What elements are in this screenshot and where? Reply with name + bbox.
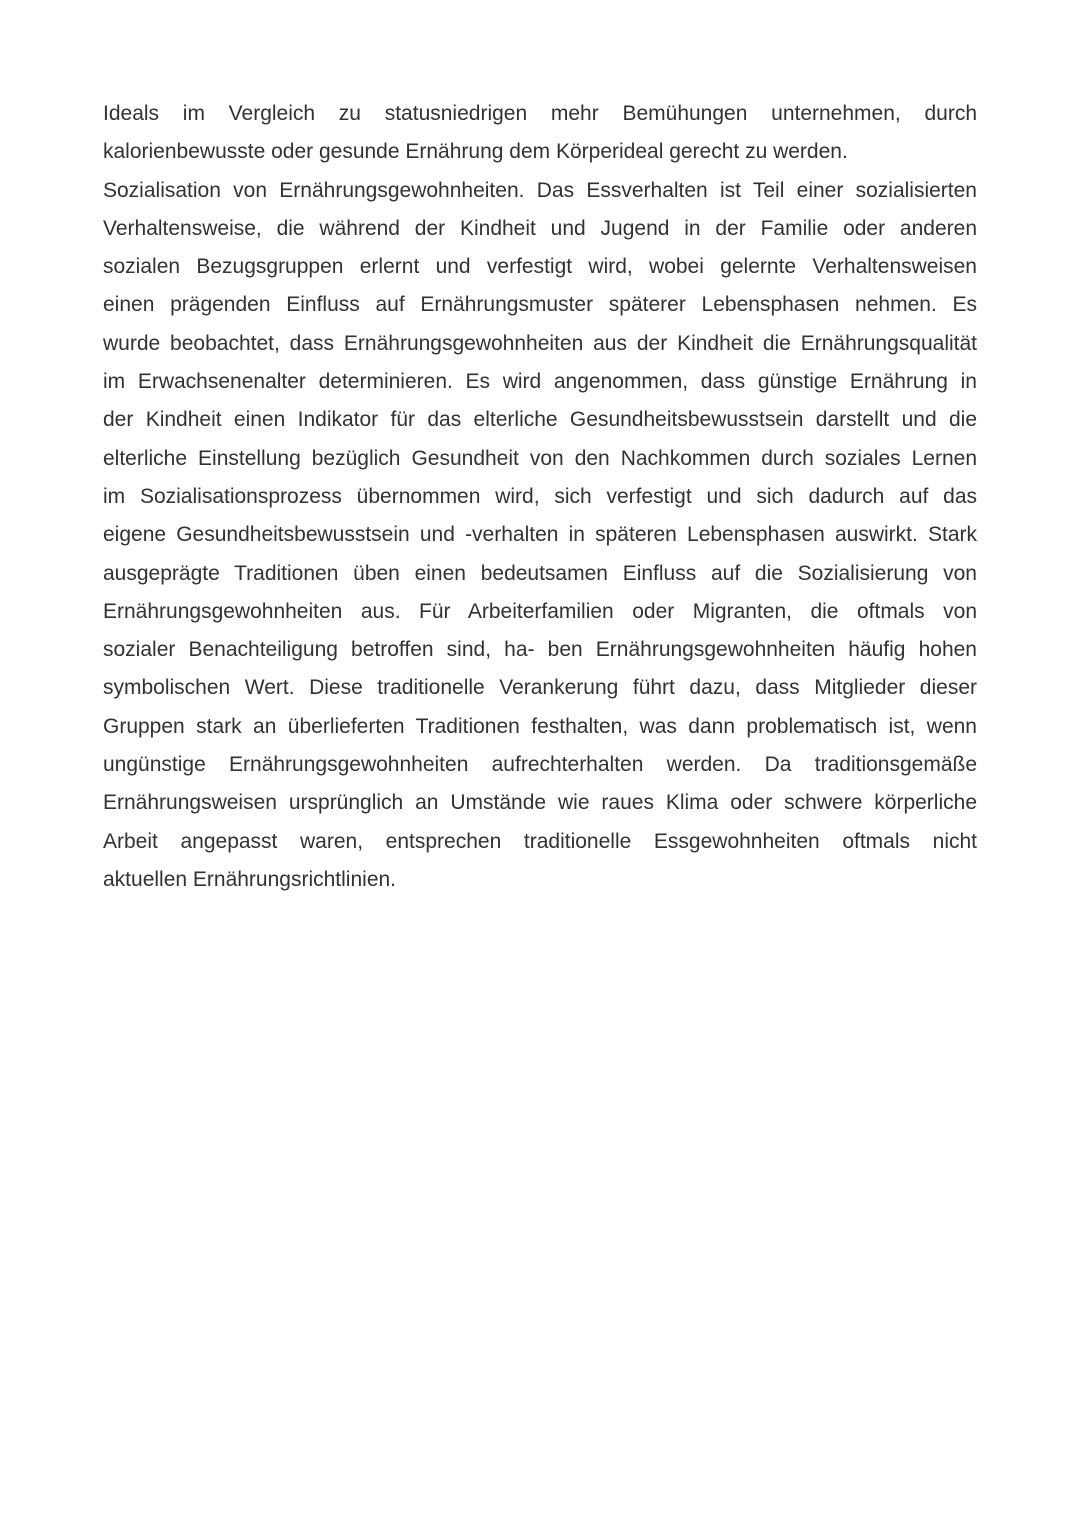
- text-line: wurde beobachtet, dass Ernährungsgewohnheiten aus der Kindheit die Ernährungsqualität: [103, 331, 977, 355]
- text-line: elterliche Einstellung bezüglich Gesundheit von den Nachkommen durch soziales Lernen: [103, 446, 977, 470]
- text-line: eigene Gesundheitsbewusstsein und -verhalten in späteren Lebensphasen auswirkt. Stark: [103, 523, 977, 547]
- text-line: Ernährungsweisen ursprünglich an Umstände wie raues Klima oder schwere körperliche: [103, 791, 977, 815]
- text-line: der Kindheit einen Indikator für das elterliche Gesundheitsbewusstsein darstellt und die: [103, 408, 977, 432]
- text-line: ausgeprägte Traditionen üben einen bedeutsamen Einfluss auf die Sozialisierung von: [103, 561, 977, 585]
- text-line: sozialer Benachteiligung betroffen sind, ha- ben Ernährungsgewohnheiten häufig hohen: [103, 638, 977, 662]
- text-line: aktuellen Ernährungsrichtlinien.: [103, 867, 397, 891]
- text-line: Ideals im Vergleich zu statusniedrigen mehr Bemühungen unternehmen, durch: [103, 102, 977, 125]
- text-line: Verhaltensweise, die während der Kindheit und Jugend in der Familie oder anderen: [103, 216, 977, 240]
- paragraph: [103, 95, 977, 172]
- text-line: ungünstige Ernährungsgewohnheiten aufrechterhalten werden. Da traditionsgemäße: [103, 753, 977, 777]
- paragraph: [103, 172, 977, 900]
- text-line: sozialen Bezugsgruppen erlernt und verfestigt wird, wobei gelernte Verhaltensweisen: [103, 255, 977, 279]
- body-text: [103, 95, 977, 899]
- text-line: Arbeit angepasst waren, entsprechen traditionelle Essgewohnheiten oftmals nicht: [103, 829, 977, 853]
- text-line: Gruppen stark an überlieferten Traditionen festhalten, was dann problematisch ist, wenn: [103, 714, 977, 738]
- text-line: symbolischen Wert. Diese traditionelle Verankerung führt dazu, dass Mitglieder dieser: [103, 676, 977, 700]
- text-line: Sozialisation von Ernährungsgewohnheiten. Das Essverhalten ist Teil einer sozialisierten: [103, 178, 977, 202]
- text-line: einen prägenden Einfluss auf Ernährungsmuster späterer Lebensphasen nehmen. Es: [103, 293, 977, 317]
- text-line: Ernährungsgewohnheiten aus. Für Arbeiterfamilien oder Migranten, die oftmals von: [103, 599, 977, 623]
- text-line: im Erwachsenenalter determinieren. Es wird angenommen, dass günstige Ernährung in: [103, 370, 977, 394]
- text-line: kalorienbewusste oder gesunde Ernährung dem Körperideal gerecht zu werden.: [103, 140, 848, 164]
- text-line: im Sozialisationsprozess übernommen wird, sich verfestigt und sich dadurch auf das: [103, 484, 977, 508]
